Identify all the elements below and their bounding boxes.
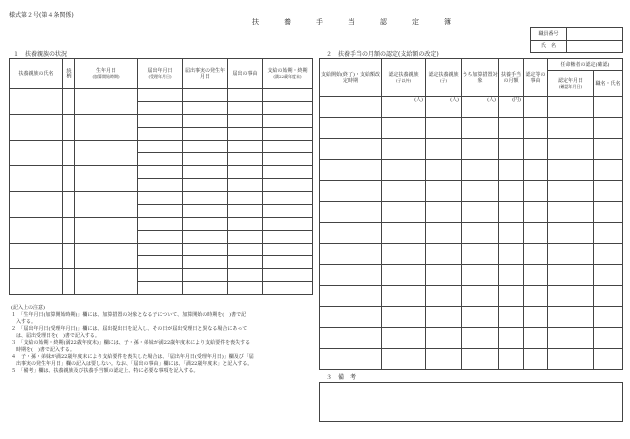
event-date-cell[interactable] <box>183 127 228 140</box>
event-date-cell[interactable] <box>183 101 228 114</box>
dependents-cell[interactable] <box>382 265 426 286</box>
officer-cell[interactable] <box>594 223 623 244</box>
allowance-row <box>320 181 623 202</box>
name-value[interactable] <box>567 40 623 53</box>
period-cell[interactable] <box>320 223 382 244</box>
col-payment-period: 支給の始期・終期 (満22歳年度末) <box>263 59 313 89</box>
dependents-cell[interactable] <box>382 118 426 139</box>
payment-period-cell[interactable] <box>263 101 313 114</box>
dependents-cell[interactable] <box>382 202 426 223</box>
monthly-amount-cell[interactable] <box>499 286 524 307</box>
note-line: １ 「生年月日(加算開始時期)」欄には、加算措置の対象となる子について、加算開始の時期を( )書で記 <box>11 312 247 318</box>
period-cell[interactable] <box>320 118 382 139</box>
payment-period-cell[interactable] <box>263 153 313 166</box>
event-date-cell[interactable] <box>183 256 228 269</box>
allowance-row <box>320 265 623 286</box>
birth-date-cell[interactable] <box>75 192 138 218</box>
officer-cell[interactable] <box>594 349 623 370</box>
reason-cell[interactable] <box>524 160 548 181</box>
children-cell[interactable] <box>426 349 462 370</box>
note-line: は、届出受理日を( )書で記入する。 <box>11 333 100 339</box>
reason-cell[interactable] <box>228 243 263 256</box>
dependent-name-cell[interactable] <box>10 89 63 115</box>
cert-date-cell[interactable] <box>548 139 594 160</box>
dependent-row <box>10 114 313 127</box>
reason-cell[interactable] <box>524 97 548 118</box>
dependent-name-cell[interactable] <box>10 192 63 218</box>
period-cell[interactable] <box>320 286 382 307</box>
allowance-row <box>320 328 623 349</box>
note-line: 時期を( )書で記入する。 <box>11 347 75 353</box>
report-date-cell[interactable] <box>138 166 183 179</box>
dependent-row <box>10 269 313 282</box>
relation-cell[interactable] <box>63 140 75 166</box>
dependents-cell[interactable] <box>382 307 426 328</box>
reason-cell[interactable] <box>524 181 548 202</box>
addition-cell[interactable] <box>462 118 499 139</box>
officer-cell[interactable] <box>594 286 623 307</box>
period-cell[interactable] <box>320 349 382 370</box>
report-date-cell[interactable] <box>138 192 183 205</box>
reason-cell[interactable] <box>228 192 263 205</box>
children-cell[interactable] <box>426 181 462 202</box>
birth-date-cell[interactable] <box>75 166 138 192</box>
reason-cell[interactable] <box>228 269 263 282</box>
monthly-amount-cell[interactable] <box>499 265 524 286</box>
birth-date-cell[interactable] <box>75 269 138 295</box>
event-date-cell[interactable] <box>183 179 228 192</box>
addition-cell[interactable] <box>462 328 499 349</box>
note-line: ３ 「支給の始期・終期(満22歳年度末)」欄には、子・孫・弟妹が満22歳年度末により支給要件を喪失する <box>11 340 251 346</box>
event-date-cell[interactable] <box>183 243 228 256</box>
dependent-name-cell[interactable] <box>10 243 63 269</box>
dependent-name-cell[interactable] <box>10 166 63 192</box>
children-cell[interactable] <box>426 202 462 223</box>
officer-cell[interactable] <box>594 202 623 223</box>
allowance-row <box>320 223 623 244</box>
note-line: 入する。 <box>11 319 37 325</box>
period-cell[interactable] <box>320 97 382 118</box>
report-date-cell[interactable] <box>138 256 183 269</box>
birth-date-cell[interactable] <box>75 217 138 243</box>
event-date-cell[interactable] <box>183 269 228 282</box>
dependent-row <box>10 166 313 179</box>
report-date-cell[interactable] <box>138 204 183 217</box>
report-date-cell[interactable] <box>138 217 183 230</box>
reason-cell[interactable] <box>524 223 548 244</box>
dependents-cell[interactable] <box>382 181 426 202</box>
report-date-cell[interactable] <box>138 282 183 295</box>
section2-title: ２ 扶養手当の月額の認定(支給額の改定) <box>326 51 439 58</box>
children-cell[interactable] <box>426 328 462 349</box>
period-cell[interactable] <box>320 139 382 160</box>
monthly-amount-cell[interactable] <box>499 202 524 223</box>
reason-cell[interactable] <box>228 114 263 127</box>
cert-date-cell[interactable] <box>548 349 594 370</box>
allowance-row <box>320 160 623 181</box>
relation-cell[interactable] <box>63 114 75 140</box>
col-reason: 届出の事由 <box>228 59 263 89</box>
event-date-cell[interactable] <box>183 230 228 243</box>
period-cell[interactable] <box>320 160 382 181</box>
reason-cell[interactable] <box>524 349 548 370</box>
reason-cell[interactable] <box>228 204 263 217</box>
reason-cell[interactable] <box>228 127 263 140</box>
report-date-cell[interactable] <box>138 89 183 102</box>
col-dependents: 認定扶養親族 (子以外) <box>382 59 426 97</box>
event-date-cell[interactable] <box>183 282 228 295</box>
remarks-box[interactable] <box>319 382 623 422</box>
allowance-row <box>320 139 623 160</box>
payment-period-cell[interactable] <box>263 282 313 295</box>
allowance-row <box>320 307 623 328</box>
birth-date-cell[interactable] <box>75 114 138 140</box>
cert-date-cell[interactable] <box>548 265 594 286</box>
monthly-amount-cell[interactable] <box>499 307 524 328</box>
addition-cell[interactable] <box>462 223 499 244</box>
addition-cell[interactable] <box>462 265 499 286</box>
allowance-table <box>319 58 623 370</box>
addition-cell[interactable] <box>462 286 499 307</box>
cert-date-cell[interactable] <box>548 286 594 307</box>
reason-cell[interactable] <box>524 139 548 160</box>
note-line: ２ 「届出年月日(受理年月日)」欄には、届出提出日を記入し、その日が届出受理日と異なる場合にあって <box>11 326 248 332</box>
officer-cell[interactable] <box>594 118 623 139</box>
event-date-cell[interactable] <box>183 114 228 127</box>
reason-cell[interactable] <box>228 217 263 230</box>
notes-title: (記入上の注意) <box>11 305 45 311</box>
event-date-cell[interactable] <box>183 140 228 153</box>
cert-date-cell[interactable] <box>548 328 594 349</box>
dependent-row <box>10 243 313 256</box>
officer-cell[interactable] <box>594 181 623 202</box>
dependents-cell[interactable] <box>382 328 426 349</box>
reason-cell[interactable] <box>524 265 548 286</box>
addition-cell[interactable] <box>462 160 499 181</box>
report-date-cell[interactable] <box>138 114 183 127</box>
reason-cell[interactable] <box>228 166 263 179</box>
relation-cell[interactable] <box>63 89 75 115</box>
reason-cell[interactable] <box>228 101 263 114</box>
reason-cell[interactable] <box>228 153 263 166</box>
officer-cell[interactable] <box>594 265 623 286</box>
children-cell[interactable] <box>426 265 462 286</box>
form-number: 様式第２号(第４条関係) <box>9 12 74 19</box>
dependent-name-cell[interactable] <box>10 114 63 140</box>
birth-date-cell[interactable] <box>75 89 138 115</box>
allowance-row <box>320 118 623 139</box>
payment-period-cell[interactable] <box>263 204 313 217</box>
col-appointer: 任命権者の認定(確認) <box>548 59 623 71</box>
birth-date-cell[interactable] <box>75 243 138 269</box>
reason-cell[interactable] <box>228 179 263 192</box>
report-date-cell[interactable] <box>138 179 183 192</box>
allowance-row <box>320 349 623 370</box>
dependent-row <box>10 140 313 153</box>
payment-period-cell[interactable] <box>263 217 313 230</box>
report-date-cell[interactable] <box>138 269 183 282</box>
col-period: 支給開始(終了)・支給額改定時期 <box>320 59 382 97</box>
children-cell[interactable]: (人) <box>426 97 462 118</box>
dependents-cell[interactable] <box>382 223 426 244</box>
event-date-cell[interactable] <box>183 217 228 230</box>
payment-period-cell[interactable] <box>263 89 313 102</box>
payment-period-cell[interactable] <box>263 243 313 256</box>
reason-cell[interactable] <box>524 307 548 328</box>
reason-cell[interactable] <box>228 282 263 295</box>
monthly-amount-cell[interactable] <box>499 244 524 265</box>
relation-cell[interactable] <box>63 192 75 218</box>
page-title: 扶 養 手 当 認 定 簿 <box>252 18 460 26</box>
monthly-amount-cell[interactable] <box>499 118 524 139</box>
payment-period-cell[interactable] <box>263 140 313 153</box>
note-line: ４ 子・孫・弟妹が満22歳年度末により支給要件を喪失した場合は、「届出年月日(受理年月日)」欄及び「届 <box>11 354 254 360</box>
reason-cell[interactable] <box>228 230 263 243</box>
col-reason: 認定等の事由 <box>524 59 548 97</box>
children-cell[interactable] <box>426 118 462 139</box>
period-cell[interactable] <box>320 307 382 328</box>
col-dependent-name: 扶養親族の氏名 <box>10 59 63 89</box>
period-cell[interactable] <box>320 244 382 265</box>
monthly-amount-cell[interactable] <box>499 223 524 244</box>
notes-block <box>11 305 254 375</box>
dependents-cell[interactable] <box>382 286 426 307</box>
payment-period-cell[interactable] <box>263 256 313 269</box>
reason-cell[interactable] <box>524 244 548 265</box>
note-line: 出事実の発生年月日」欄の記入は要しない。なお、「届出の事由」欄には、「満22歳年度末」と記入する。 <box>11 361 253 367</box>
report-date-cell[interactable] <box>138 230 183 243</box>
addition-cell[interactable] <box>462 349 499 370</box>
allowance-row <box>320 202 623 223</box>
period-cell[interactable] <box>320 202 382 223</box>
section1-title: １ 扶養親族の状況 <box>13 51 68 58</box>
dependent-row <box>10 217 313 230</box>
event-date-cell[interactable] <box>183 166 228 179</box>
children-cell[interactable] <box>426 286 462 307</box>
monthly-amount-cell[interactable] <box>499 139 524 160</box>
reason-cell[interactable] <box>524 328 548 349</box>
dependents-cell[interactable] <box>382 349 426 370</box>
dependents-cell[interactable] <box>382 244 426 265</box>
dependent-row <box>10 192 313 205</box>
officer-cell[interactable] <box>594 307 623 328</box>
staff-info-box <box>530 27 623 53</box>
section3-title: ３ 備 考 <box>326 374 357 381</box>
period-cell[interactable] <box>320 265 382 286</box>
name-label: 氏 名 <box>531 40 567 53</box>
dependents-cell[interactable] <box>382 160 426 181</box>
children-cell[interactable] <box>426 307 462 328</box>
monthly-amount-cell[interactable] <box>499 160 524 181</box>
cert-date-cell[interactable] <box>548 181 594 202</box>
dependent-name-cell[interactable] <box>10 217 63 243</box>
dependents-table <box>9 58 313 295</box>
birth-date-cell[interactable] <box>75 140 138 166</box>
officer-cell[interactable] <box>594 97 623 118</box>
monthly-amount-cell[interactable] <box>499 349 524 370</box>
addition-cell[interactable] <box>462 181 499 202</box>
cert-date-cell[interactable] <box>548 307 594 328</box>
relation-cell[interactable] <box>63 243 75 269</box>
dependent-name-cell[interactable] <box>10 140 63 166</box>
monthly-amount-cell[interactable] <box>499 328 524 349</box>
addition-cell[interactable] <box>462 202 499 223</box>
cert-date-cell[interactable] <box>548 118 594 139</box>
dependent-name-cell[interactable] <box>10 269 63 295</box>
relation-cell[interactable] <box>63 166 75 192</box>
staff-number-value[interactable] <box>567 28 623 41</box>
report-date-cell[interactable] <box>138 153 183 166</box>
allowance-row <box>320 286 623 307</box>
allowance-row <box>320 244 623 265</box>
col-relation: 続柄 <box>63 59 75 89</box>
officer-cell[interactable] <box>594 328 623 349</box>
reason-cell[interactable] <box>228 140 263 153</box>
cert-date-cell[interactable] <box>548 97 594 118</box>
event-date-cell[interactable] <box>183 192 228 205</box>
dependents-cell[interactable]: (人) <box>382 97 426 118</box>
dependent-row <box>10 89 313 102</box>
allowance-row <box>320 97 623 118</box>
cert-date-cell[interactable] <box>548 202 594 223</box>
relation-cell[interactable] <box>63 269 75 295</box>
col-birth-date: 生年月日 (加算開始時期) <box>75 59 138 89</box>
period-cell[interactable] <box>320 181 382 202</box>
event-date-cell[interactable] <box>183 89 228 102</box>
report-date-cell[interactable] <box>138 127 183 140</box>
payment-period-cell[interactable] <box>263 179 313 192</box>
children-cell[interactable] <box>426 160 462 181</box>
reason-cell[interactable] <box>228 89 263 102</box>
col-event-date: 届出事実の発生年月日 <box>183 59 228 89</box>
col-report-date: 届出年月日 (受理年月日) <box>138 59 183 89</box>
note-line: ５ 「備考」欄は、扶養親族及び扶養手当額の認定上、特に必要な事項を記入する。 <box>11 368 199 374</box>
period-cell[interactable] <box>320 328 382 349</box>
payment-period-cell[interactable] <box>263 114 313 127</box>
cert-date-cell[interactable] <box>548 244 594 265</box>
payment-period-cell[interactable] <box>263 192 313 205</box>
col-officer: 職名・氏名 <box>594 71 623 97</box>
report-date-cell[interactable] <box>138 243 183 256</box>
monthly-amount-cell[interactable] <box>499 181 524 202</box>
children-cell[interactable] <box>426 244 462 265</box>
addition-cell[interactable] <box>462 307 499 328</box>
event-date-cell[interactable] <box>183 204 228 217</box>
monthly-amount-cell[interactable]: (円) <box>499 97 524 118</box>
cert-date-cell[interactable] <box>548 223 594 244</box>
event-date-cell[interactable] <box>183 153 228 166</box>
dependents-cell[interactable] <box>382 139 426 160</box>
reason-cell[interactable] <box>524 286 548 307</box>
children-cell[interactable] <box>426 139 462 160</box>
col-children: 認定扶養親族 (子) <box>426 59 462 97</box>
report-date-cell[interactable] <box>138 140 183 153</box>
reason-cell[interactable] <box>524 118 548 139</box>
addition-cell[interactable] <box>462 244 499 265</box>
payment-period-cell[interactable] <box>263 269 313 282</box>
col-monthly-amount: 扶養手当の月額 <box>499 59 524 97</box>
staff-number-label: 職員番号 <box>531 28 567 41</box>
children-cell[interactable] <box>426 223 462 244</box>
payment-period-cell[interactable] <box>263 127 313 140</box>
col-cert-date: 認定年月日 (確認年月日) <box>548 71 594 97</box>
payment-period-cell[interactable] <box>263 166 313 179</box>
cert-date-cell[interactable] <box>548 160 594 181</box>
addition-cell[interactable] <box>462 139 499 160</box>
officer-cell[interactable] <box>594 160 623 181</box>
col-addition: うち加算措置対象 <box>462 59 499 97</box>
addition-cell[interactable]: (人) <box>462 97 499 118</box>
payment-period-cell[interactable] <box>263 230 313 243</box>
reason-cell[interactable] <box>228 256 263 269</box>
relation-cell[interactable] <box>63 217 75 243</box>
officer-cell[interactable] <box>594 139 623 160</box>
reason-cell[interactable] <box>524 202 548 223</box>
report-date-cell[interactable] <box>138 101 183 114</box>
officer-cell[interactable] <box>594 244 623 265</box>
